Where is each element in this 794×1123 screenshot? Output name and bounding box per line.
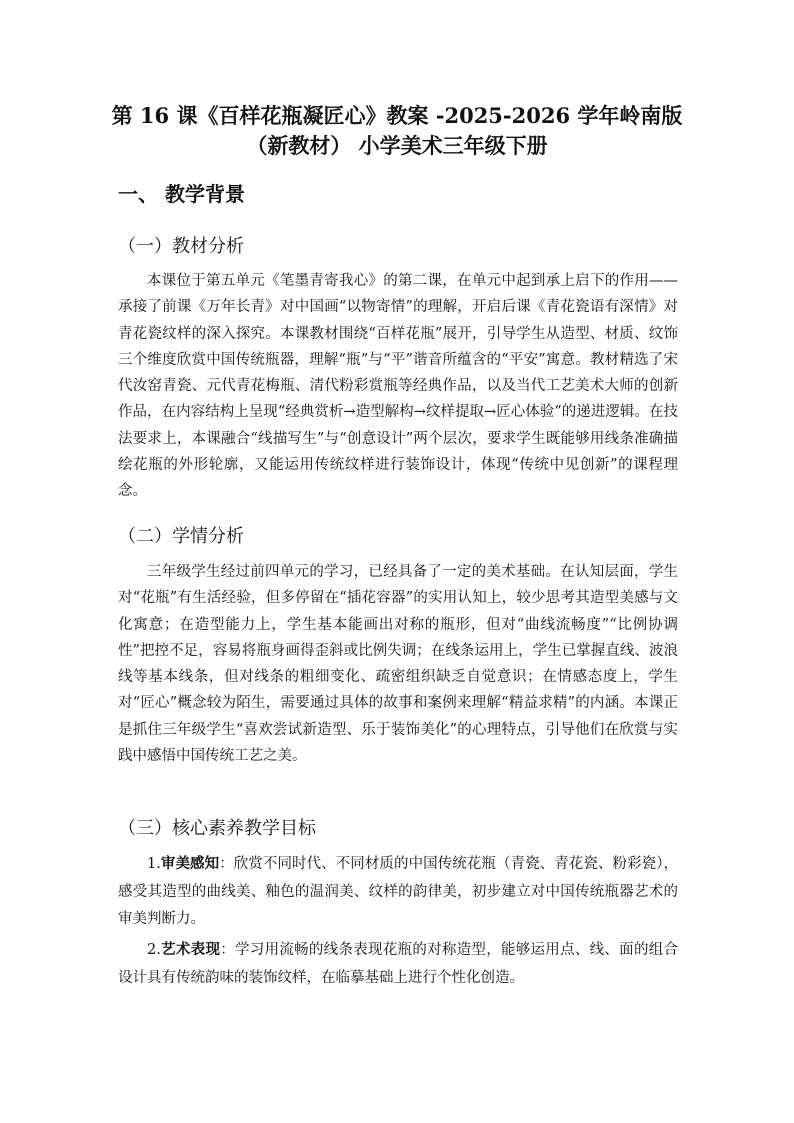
goal-text: 欣赏不同时代、不同材质的中国传统花瓶（青瓷、青花瓷、粉彩瓷），感受其造型的曲线美、釉色的温润美、纹样的韵律美，初步建立对中国传统瓶器艺术的审美判断力。 <box>118 856 679 927</box>
goal-label: 审美感知 <box>160 856 220 872</box>
goal-text: 学习用流畅的线条表现花瓶的对称造型，能够运用点、线、面的组合设计具有传统韵味的装饰纹样，在临摹基础上进行个性化创造。 <box>118 942 679 986</box>
goal-number: 1. <box>147 856 161 872</box>
section-heading-teaching-background: 一、 教学背景 <box>118 182 245 206</box>
goal-separator: ： <box>219 856 234 872</box>
subsection-heading-core-goals: （三）核心素养教学目标 <box>118 818 316 839</box>
goal-item-artistic-expression <box>118 937 678 992</box>
paragraph-student-analysis: 三年级学生经过前四单元的学习，已经具备了一定的美术基础。在认知层面，学生对“花瓶”有生活经验，但多停留在“插花容器”的实用认知上，较少思考其造型美感与文化寓意；在造型能力上，学生基本能画出对称的瓶形，但对“曲线流畅度”“比例协调性”把控不足，容易将瓶身画得歪斜或比例失调；在线条运用上，学生已掌握直线、波浪线等基本线条，但对线条的粗细变化、疏密组织缺乏自觉意识；在情感态度上，学生对“匠心”概念较为陌生，需要通过具体的故事和案例来理解“精益求精”的内涵。本课正是抓住三年级学生“喜欢尝试新造型、乐于装饰美化”的心理特点，引导他们在欣赏与实践中感悟中国传统工艺之美。 <box>118 564 678 765</box>
goal-item-aesthetic-perception <box>118 851 678 934</box>
paragraph-textbook-analysis: 本课位于第五单元《笔墨青寄我心》的第二课，在单元中起到承上启下的作用——承接了前课《万年长青》对中国画“以物寄情”的理解，开启后课《青花瓷语有深情》对青花瓷纹样的深入探究。本课教材围绕“百样花瓶”展开，引导学生从造型、材质、纹饰三个维度欣赏中国传统瓶器，理解“瓶”与“平”谐音所蕴含的“平安”寓意。教材精选了宋代汝窑青瓷、元代青花梅瓶、清代粉彩赏瓶等经典作品，以及当代工艺美术大师的创新作品，在内容结构上呈现“经典赏析→造型解构→纹样提取→匠心体验”的递进逻辑。在技法要求上，本课融合“线描写生”与“创意设计”两个层次，要求学生既能够用线条准确描绘花瓶的外形轮廓，又能运用传统纹样进行装饰设计，体现“传统中见创新”的课程理念。 <box>118 273 678 500</box>
document-title: 第 16 课《百样花瓶凝匠心》教案 -2025-2026 学年岭南版（新教材） 小学美术三年级下册 <box>111 103 683 158</box>
goal-number: 2. <box>147 942 161 958</box>
subsection-heading-student-analysis: （二）学情分析 <box>118 526 244 547</box>
goal-separator: ： <box>220 942 236 958</box>
goal-label: 艺术表现 <box>160 942 221 958</box>
subsection-heading-textbook-analysis: （一）教材分析 <box>118 236 244 257</box>
